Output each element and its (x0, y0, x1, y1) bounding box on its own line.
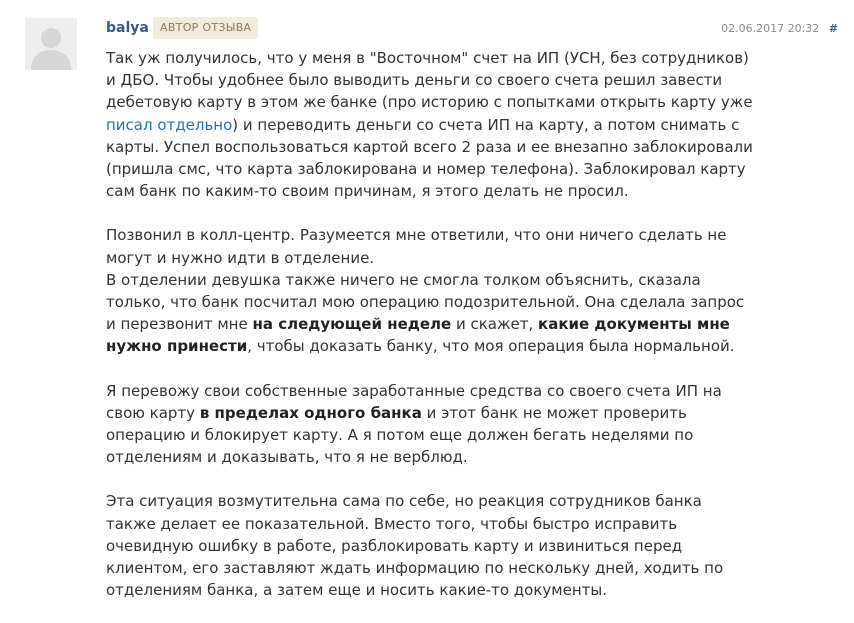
paragraph-2-text-a: Позвонил в колл-центр. Разумеется мне ответили, что они ничего сделать не могут и нужно идти в отделение. (106, 226, 727, 267)
paragraph-2-bold-a: на следующей неделе (252, 315, 452, 334)
author-badge: АВТОР ОТЗЫВА (153, 17, 258, 39)
comment-anchor-link[interactable]: # (828, 22, 838, 35)
paragraph-3-bold-a: в пределах одного банка (199, 403, 422, 422)
paragraph-1-text-a: Так уж получилось, что у меня в "Восточном" счет на ИП (УСН, без сотрудников) и ДБО. Чтобы удобнее было выводить деньги со своего счета решил завести дебетовую карту в этом же банке (про историю с попытками открыть карту уже (106, 49, 753, 112)
paragraph-2-bold-b: какие документы мне нужно принести (106, 315, 730, 356)
user-silhouette-icon (25, 18, 77, 70)
paragraph-1 (106, 47, 756, 202)
comment-meta (721, 22, 838, 35)
paragraph-2-text-c: и скажет, (451, 315, 539, 334)
paragraph-2 (106, 224, 756, 357)
previous-review-link[interactable]: писал отдельно (106, 115, 233, 134)
avatar[interactable] (25, 18, 77, 70)
paragraph-4-text-a: Эта ситуация возмутительна сама по себе, но реакция сотрудников банка также делает ее показательной. Вместо того, чтобы быстро исправить очевидную ошибку в работе, разблокировать карту и извиниться перед клиентом, его заставляют ждать информацию по нескольку дней, ходить по отделениям банка, а затем еще и носить какие-то документы. (106, 492, 724, 600)
paragraph-3 (106, 380, 756, 469)
comment-date: 02.06.2017 20:32 (721, 22, 820, 35)
author-name[interactable]: balya (106, 20, 149, 36)
comment-header (106, 17, 838, 41)
paragraph-4 (106, 490, 756, 601)
paragraph-1-text-b: ) и переводить деньги со счета ИП на карту, а потом снимать с карты. Успел воспользоваться картой всего 2 раза и ее внезапно заблокировали (пришла смс, что карта заблокирована и номер телефона). Заблокировал карту сам банк по каким-то своим причинам, я этого делать не просил. (106, 115, 753, 201)
paragraph-2-text-b: В отделении девушка также ничего не смогла толком объяснить, сказала только, что банк посчитал мою операцию подозрительной. Она сделала запрос и перезвонит мне (106, 270, 745, 334)
paragraph-3-text-b: и этот банк не может проверить операцию и блокирует карту. А я потом еще должен бегать неделями по отделениям и доказывать, что я не верблюд. (106, 403, 694, 467)
comment-body (106, 47, 756, 623)
paragraph-3-text-a: Я перевожу свои собственные заработанные средства со своего счета ИП на свою карту (106, 381, 722, 422)
paragraph-2-text-d: , чтобы доказать банку, что моя операция была нормальной. (247, 337, 735, 356)
